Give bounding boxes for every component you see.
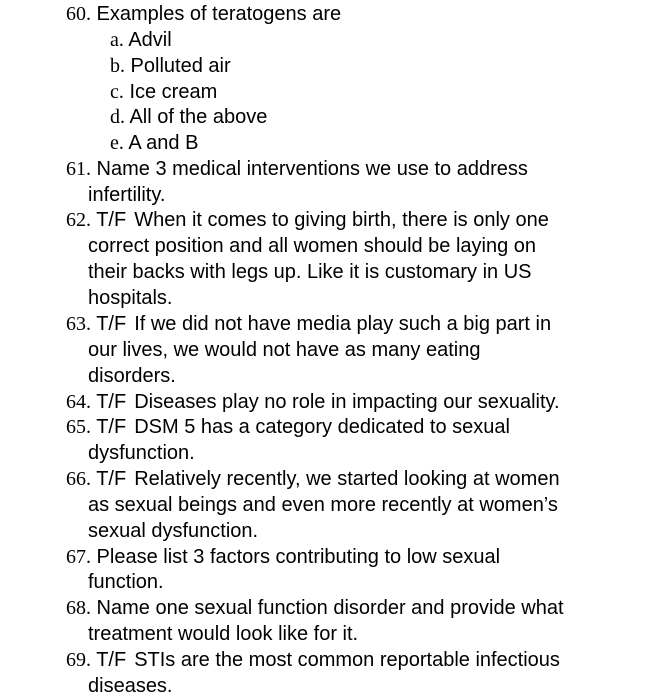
question-number: 60. [66,3,91,25]
question-63 [66,311,551,337]
question-text: When it comes to giving birth, there is only one [134,209,549,231]
question-60 [66,1,341,27]
question-text: function. [88,571,164,593]
question-text: Please list 3 factors contributing to low sexual [91,546,501,568]
question-62-continuation [88,285,173,311]
question-text: sexual dysfunction. [88,520,259,542]
question-66-continuation [88,518,258,544]
question-61-continuation [88,182,165,208]
question-66 [66,466,560,492]
question-number: 63. [66,313,91,335]
true-false-marker: T/F [91,209,127,231]
option-c [110,79,217,105]
option-letter: a. [110,29,124,51]
option-text: All of the above [125,106,268,128]
question-number: 64. [66,391,91,413]
question-number: 69. [66,649,91,671]
question-number: 67. [66,546,91,568]
option-d [110,104,267,130]
option-text: Ice cream [123,81,218,103]
question-62 [66,207,549,233]
question-text: Name one sexual function disorder and provide what [91,597,564,619]
question-text: Name 3 medical interventions we use to address [91,158,528,180]
question-64 [66,389,560,415]
question-text: If we did not have media play such a big part in [134,313,552,335]
question-67-continuation [88,569,164,595]
question-text: STIs are the most common reportable infectious [134,649,560,671]
question-text: as sexual beings and even more recently at women’s [88,494,558,516]
question-text: infertility. [88,184,166,206]
question-text: our lives, we would not have as many eating [88,339,481,361]
question-69 [66,647,560,673]
question-text: their backs with legs up. Like it is customary in US [88,261,532,283]
option-text: Polluted air [125,55,231,77]
option-b [110,53,231,79]
question-text: dysfunction. [88,442,195,464]
question-text: Relatively recently, we started looking at women [134,468,560,490]
option-e [110,130,198,156]
true-false-marker: T/F [91,649,127,671]
question-number: 65. [66,416,91,438]
true-false-marker: T/F [91,416,127,438]
question-62-continuation [88,233,536,259]
option-letter: c. [110,81,124,103]
question-text: correct position and all women should be laying on [88,235,537,257]
question-number: 66. [66,468,91,490]
question-67 [66,544,500,570]
question-62-continuation [88,259,532,285]
question-68-continuation [88,621,358,647]
question-69-continuation [88,673,173,699]
question-text: diseases. [88,675,173,697]
true-false-marker: T/F [91,468,127,490]
question-63-continuation [88,337,480,363]
question-number: 61. [66,158,91,180]
question-text: Diseases play no role in impacting our sexuality. [134,391,560,413]
question-number: 68. [66,597,91,619]
question-text: disorders. [88,365,176,387]
option-letter: e. [110,132,124,154]
question-text: treatment would look like for it. [88,623,359,645]
question-text: DSM 5 has a category dedicated to sexual [134,416,510,438]
question-65 [66,414,510,440]
question-68 [66,595,564,621]
question-text: Examples of teratogens are [91,3,342,25]
question-text: hospitals. [88,287,173,309]
option-letter: b. [110,55,125,77]
question-number: 62. [66,209,91,231]
question-65-continuation [88,440,195,466]
true-false-marker: T/F [91,313,127,335]
question-63-continuation [88,363,176,389]
option-text: Advil [123,29,172,51]
question-61 [66,156,528,182]
option-a [110,27,172,53]
question-66-continuation [88,492,558,518]
option-text: A and B [123,132,199,154]
true-false-marker: T/F [91,391,127,413]
option-letter: d. [110,106,125,128]
